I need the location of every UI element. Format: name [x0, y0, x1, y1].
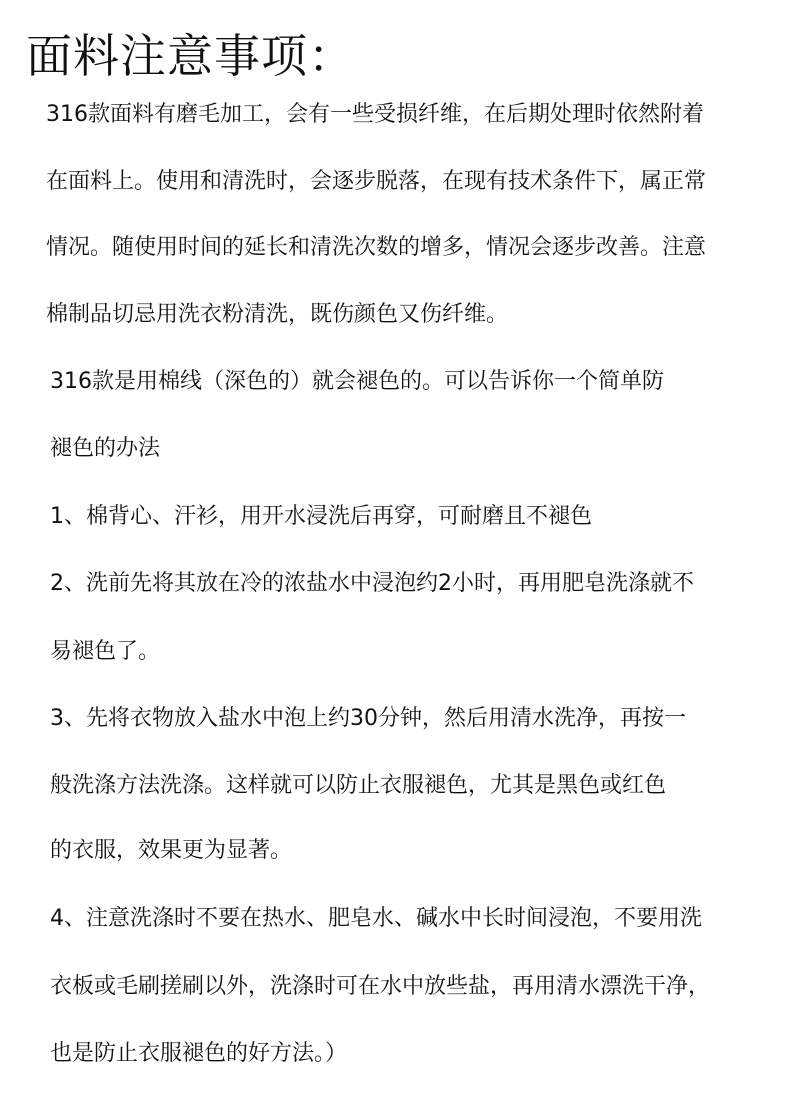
text-line: 情况。随使用时间的延长和清洗次数的增多，情况会逐步改善。注意: [46, 235, 707, 260]
text-line: 在面料上。使用和清洗时，会逐步脱落，在现有技术条件下，属正常: [46, 169, 707, 194]
text-line: 316款是用棉线（深色的）就会褪色的。可以告诉你一个简单防: [50, 369, 664, 394]
text-line: 易褪色了。: [50, 639, 161, 664]
text-line: 3、先将衣物放入盐水中泡上约30分钟，然后用清水洗净，再按一: [50, 706, 686, 731]
text-line: 衣板或毛刷搓刷以外，洗涤时可在水中放些盐，再用清水漂洗干净，: [50, 974, 711, 999]
text-line: 也是防止衣服褪色的好方法。）: [50, 1041, 348, 1066]
text-line: 1、棉背心、汗衫，用开水浸洗后再穿，可耐磨且不褪色: [50, 504, 592, 529]
text-line: 4、注意洗涤时不要在热水、肥皂水、碱水中长时间浸泡，不要用洗: [50, 906, 702, 931]
text-line: 的衣服，效果更为显著。: [50, 838, 293, 863]
text-line: 般洗涤方法洗涤。这样就可以防止衣服褪色，尤其是黑色或红色: [50, 773, 667, 798]
text-line: 316款面料有磨毛加工，会有一些受损纤维，在后期处理时依然附着: [46, 102, 704, 127]
text-line: 2、洗前先将其放在冷的浓盐水中浸泡约2小时，再用肥皂洗涤就不: [50, 571, 694, 596]
text-line: 褪色的办法: [50, 436, 161, 461]
text-line: 棉制品切忌用洗衣粉清洗，既伤颜色又伤纤维。: [46, 302, 509, 327]
page-title: 面料注意事项：: [26, 29, 355, 83]
